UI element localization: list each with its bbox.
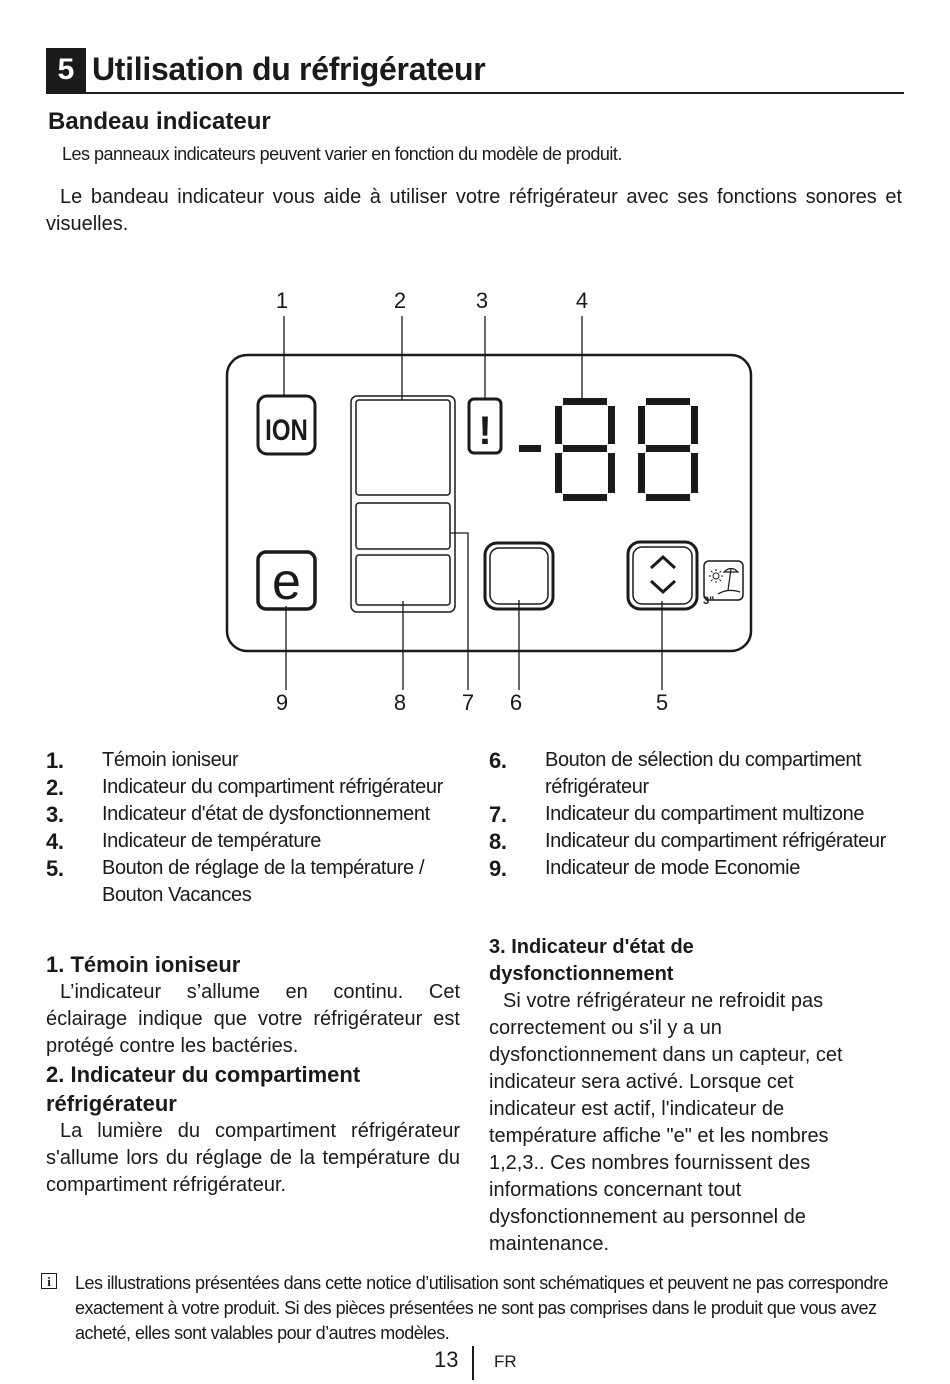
compartment-indicators xyxy=(351,396,455,612)
legend-item xyxy=(46,855,456,909)
right-column-section xyxy=(489,934,861,1258)
legend-num: 6. xyxy=(489,748,507,773)
indicator-panel-diagram xyxy=(0,280,950,720)
bandeau-note: Les panneaux indicateurs peuvent varier en fonction du modèle de produit. xyxy=(62,144,622,164)
legend-item xyxy=(46,774,456,801)
section-number: 5 xyxy=(46,48,86,92)
left-column-sections xyxy=(46,950,460,1199)
info-icon: i xyxy=(41,1273,57,1289)
callout-1: 1 xyxy=(275,288,289,313)
legend-text: Indicateur d'état de dysfonctionnement xyxy=(102,803,430,825)
footer-note: Les illustrations présentées dans cette notice d’utilisation sont schématiques et peuvent ne pas correspondre exactement à votre produit. Si des pièces présentées ne sont pas comprises dans le produit que vous avez acheté, elles sont valables pour d’autres modèles. xyxy=(75,1273,889,1343)
economy-indicator xyxy=(258,552,315,611)
section-1-title: 1. Témoin ioniseur xyxy=(46,952,241,977)
legend-text: Indicateur de mode Economie xyxy=(545,857,800,879)
legend-num: 7. xyxy=(489,802,507,827)
legend-num: 8. xyxy=(489,829,507,854)
ion-label: ION xyxy=(265,412,308,447)
section-1-body: L’indicateur s’allume en continu. Cet éclairage indique que votre réfrigérateur est protégé contre les bactéries. xyxy=(46,981,460,1057)
legend-text: Indicateur du compartiment réfrigérateur xyxy=(545,830,886,852)
legend-item xyxy=(46,747,456,774)
callout-8: 8 xyxy=(393,690,407,715)
legend-item xyxy=(46,801,456,828)
compartment-select-button xyxy=(485,543,553,609)
section-2-body: La lumière du compartiment réfrigérateur s'allume lors du réglage de la température du compartiment réfrigérateur. xyxy=(46,1120,460,1196)
section-3-title: 3. Indicateur d'état de dysfonctionnement xyxy=(489,936,694,985)
legend-item xyxy=(46,828,456,855)
multizone-zone xyxy=(356,503,450,549)
legend-item xyxy=(489,801,904,828)
vacation-icon xyxy=(703,561,743,607)
section-2-title: 2. Indicateur du compartiment réfrigérateur xyxy=(46,1062,361,1116)
ion-indicator xyxy=(258,396,315,454)
legend-item xyxy=(489,747,904,801)
bandeau-intro: Le bandeau indicateur vous aide à utiliser votre réfrigérateur avec ses fonctions sonores et visuelles. xyxy=(46,186,902,235)
legend-item xyxy=(489,828,904,855)
legend-num: 2. xyxy=(46,775,64,800)
warning-indicator xyxy=(469,399,501,453)
section-header xyxy=(46,48,904,94)
legend-text: Témoin ioniseur xyxy=(102,749,239,771)
legend-left xyxy=(46,747,456,909)
fridge-zone-top xyxy=(356,400,450,495)
language-code: FR xyxy=(494,1352,517,1371)
legend-num: 3. xyxy=(46,802,64,827)
legend-num: 9. xyxy=(489,856,507,881)
page-number: 13 xyxy=(434,1347,459,1372)
legend-text: Bouton de réglage de la température / Bouton Vacances xyxy=(102,857,425,906)
legend-text: Indicateur du compartiment multizone xyxy=(545,803,865,825)
legend-text: Indicateur du compartiment réfrigérateur xyxy=(102,776,443,798)
legend-text: Indicateur de température xyxy=(102,830,322,852)
callout-7: 7 xyxy=(461,690,475,715)
fridge-zone-bottom xyxy=(356,555,450,605)
vacation-label: 3" xyxy=(703,595,715,607)
callout-6: 6 xyxy=(509,690,523,715)
legend-num: 4. xyxy=(46,829,64,854)
temperature-button xyxy=(628,542,697,609)
legend-text: Bouton de sélection du compartiment réfrigérateur xyxy=(545,749,862,798)
callout-9: 9 xyxy=(275,690,289,715)
leader-lines xyxy=(284,316,662,690)
callout-5: 5 xyxy=(655,690,669,715)
section-3-body: Si votre réfrigérateur ne refroidit pas correctement ou s'il y a un dysfonctionnement dans un capteur, cet indicateur sera activé. Lorsque cet indicateur est actif, l'indicateur de température affiche "e" et les nombres 1,2,3.. Ces nombres fournissent des informations concernant tout dysfonctionnement au personnel de maintenance. xyxy=(489,990,843,1255)
footer-separator xyxy=(472,1346,474,1380)
legend-num: 1. xyxy=(46,748,64,773)
callout-4: 4 xyxy=(575,288,589,313)
callout-2: 2 xyxy=(393,288,407,313)
temperature-display xyxy=(519,398,698,501)
legend-num: 5. xyxy=(46,856,64,881)
legend-right xyxy=(489,747,904,882)
callout-3: 3 xyxy=(475,288,489,313)
section-title: Utilisation du réfrigérateur xyxy=(92,51,486,87)
legend-item xyxy=(489,855,904,882)
warning-label: ! xyxy=(478,409,492,453)
eco-label: e xyxy=(272,553,301,611)
bandeau-heading: Bandeau indicateur xyxy=(48,108,271,135)
